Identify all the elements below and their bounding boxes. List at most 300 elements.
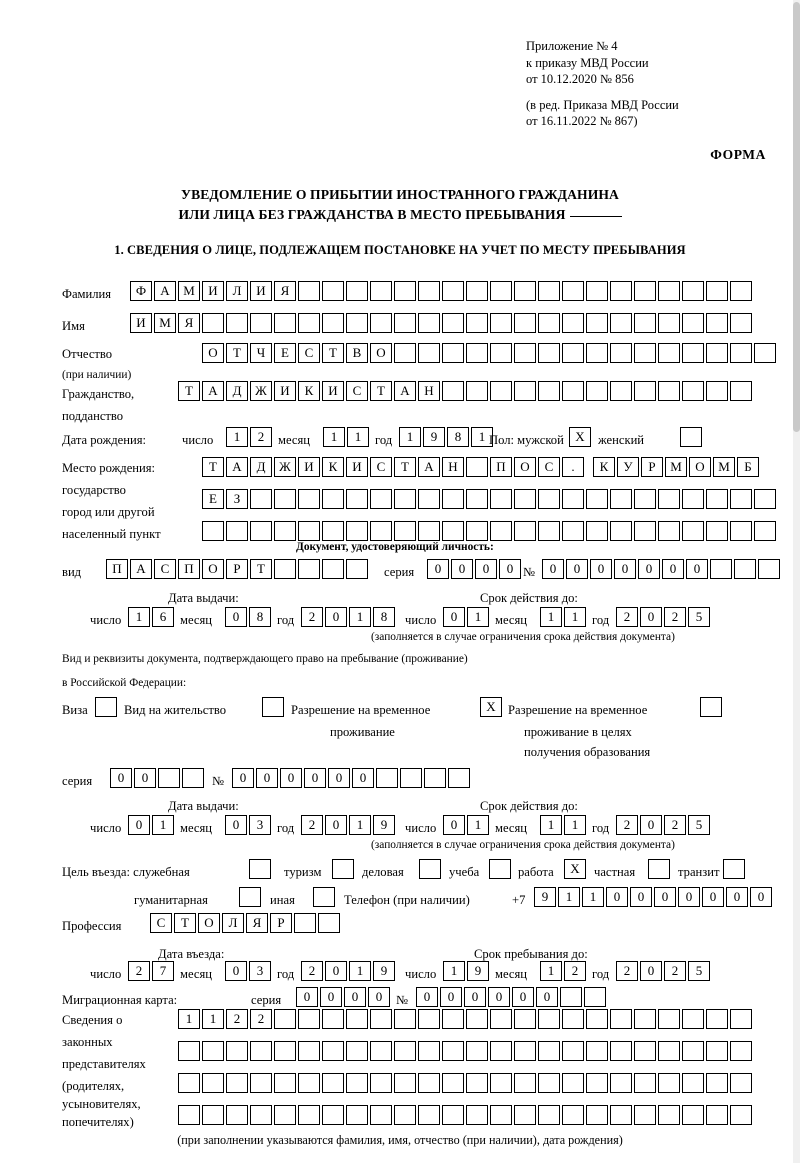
legal-rep-input-row1-cell[interactable] [610,1009,632,1029]
birthplace-city-input-row1-cell[interactable] [562,489,584,509]
profession-input-cell[interactable] [318,913,340,933]
birthplace-state-input-tail-cell[interactable]: Р [641,457,663,477]
phone-input-cell[interactable]: 0 [750,887,772,907]
doc-kind-input-cell[interactable] [298,559,320,579]
permit-valid-month-input[interactable] [540,815,588,835]
birthplace-state-input-cell[interactable]: И [346,457,368,477]
permit-issue-month-input[interactable] [225,815,273,835]
doc-valid-month-input[interactable] [540,607,588,627]
phone-input-cell[interactable]: 0 [606,887,628,907]
purpose-work-checkbox[interactable]: X [564,859,586,879]
doc-issue-year-input-cell[interactable]: 2 [301,607,323,627]
migration-series-input-cell[interactable]: 0 [296,987,318,1007]
doc-valid-year-input-cell[interactable]: 5 [688,607,710,627]
patronymic-input-cell[interactable] [658,343,680,363]
sex-male-checkbox[interactable]: X [569,427,591,447]
migration-number-input-cell[interactable] [584,987,606,1007]
name-input-cell[interactable] [274,313,296,333]
surname-input-cell[interactable] [442,281,464,301]
entry-day-input-cell[interactable]: 2 [128,961,150,981]
legal-rep-input-row3-cell[interactable] [538,1073,560,1093]
patronymic-input-cell[interactable] [730,343,752,363]
legal-rep-input-row3-cell[interactable] [202,1073,224,1093]
surname-input-cell[interactable] [394,281,416,301]
doc-kind-input-cell[interactable]: П [106,559,128,579]
citizenship-input-cell[interactable] [538,381,560,401]
doc-valid-day-input-cell[interactable]: 0 [443,607,465,627]
legal-rep-input-row3-cell[interactable] [514,1073,536,1093]
doc-issue-day-input-cell[interactable]: 6 [152,607,174,627]
birthplace-city-input-row1-cell[interactable] [370,489,392,509]
phone-input-cell[interactable]: 0 [678,887,700,907]
legal-rep-input-row3-cell[interactable] [466,1073,488,1093]
legal-rep-input-row4-cell[interactable] [730,1105,752,1125]
legal-rep-input-row1-cell[interactable]: 2 [226,1009,248,1029]
surname-input-cell[interactable] [562,281,584,301]
permit-valid-day-input-cell[interactable]: 1 [467,815,489,835]
legal-rep-input-row4-cell[interactable] [562,1105,584,1125]
legal-rep-input-row2-cell[interactable] [346,1041,368,1061]
birthplace-state-input-tail-cell[interactable]: О [689,457,711,477]
migration-series-input-cell[interactable]: 0 [368,987,390,1007]
stay-year-input[interactable] [616,961,712,981]
birthplace-city-input-row1-cell[interactable] [274,489,296,509]
phone-input-cell[interactable]: 9 [534,887,556,907]
stay-month-input-cell[interactable]: 1 [540,961,562,981]
doc-number-input-cell[interactable]: 0 [614,559,636,579]
name-input-cell[interactable] [250,313,272,333]
birthplace-city-input-row1[interactable] [202,489,778,509]
surname-input-cell[interactable]: И [250,281,272,301]
patronymic-input-cell[interactable] [634,343,656,363]
citizenship-input-cell[interactable] [730,381,752,401]
legal-rep-input-row3-cell[interactable] [706,1073,728,1093]
legal-rep-input-row2-cell[interactable] [706,1041,728,1061]
patronymic-input-cell[interactable] [394,343,416,363]
legal-rep-input-row2-cell[interactable] [562,1041,584,1061]
birthplace-city-input-row1-cell[interactable] [682,489,704,509]
birthplace-city-input-row1-cell[interactable] [322,489,344,509]
stay-year-input-cell[interactable]: 2 [616,961,638,981]
name-input-cell[interactable] [466,313,488,333]
citizenship-input-cell[interactable]: Ж [250,381,272,401]
doc-valid-day-input[interactable] [443,607,491,627]
birthplace-city-input-row2-cell[interactable] [370,521,392,541]
legal-rep-input-row2-cell[interactable] [658,1041,680,1061]
doc-issue-year-input-cell[interactable]: 0 [325,607,347,627]
birthplace-state-input-tail[interactable] [593,457,761,477]
stay-year-input-cell[interactable]: 0 [640,961,662,981]
legal-rep-input-row1-cell[interactable] [514,1009,536,1029]
stay-month-input[interactable] [540,961,588,981]
legal-rep-input-row4-cell[interactable] [418,1105,440,1125]
profession-input-cell[interactable] [294,913,316,933]
stay-day-input-cell[interactable]: 1 [443,961,465,981]
patronymic-input-cell[interactable] [562,343,584,363]
legal-rep-input-row1-cell[interactable] [394,1009,416,1029]
entry-year-input-cell[interactable]: 1 [349,961,371,981]
doc-issue-month-input-cell[interactable]: 0 [225,607,247,627]
doc-issue-year-input-cell[interactable]: 1 [349,607,371,627]
permit-valid-month-input-cell[interactable]: 1 [564,815,586,835]
legal-rep-input-row2-cell[interactable] [514,1041,536,1061]
doc-issue-month-input[interactable] [225,607,273,627]
surname-input-cell[interactable] [658,281,680,301]
birthplace-city-input-row2-cell[interactable] [250,521,272,541]
permit-issue-month-input-cell[interactable]: 3 [249,815,271,835]
legal-rep-input-row3-cell[interactable] [274,1073,296,1093]
birthplace-city-input-row1-cell[interactable] [730,489,752,509]
permit-series-input-cell[interactable]: 0 [134,768,156,788]
name-input-cell[interactable]: Я [178,313,200,333]
birthplace-city-input-row2-cell[interactable] [346,521,368,541]
citizenship-input-cell[interactable] [514,381,536,401]
birthplace-city-input-row1-cell[interactable] [538,489,560,509]
name-input-cell[interactable] [442,313,464,333]
legal-rep-input-row3-cell[interactable] [418,1073,440,1093]
purpose-humanitarian-checkbox[interactable] [239,887,261,907]
name-input[interactable] [130,313,754,333]
legal-rep-input-row4-cell[interactable] [442,1105,464,1125]
citizenship-input[interactable] [178,381,754,401]
birthplace-city-input-row1-cell[interactable] [586,489,608,509]
birthplace-city-input-row1-cell[interactable] [706,489,728,509]
birthplace-city-input-row2-cell[interactable] [610,521,632,541]
doc-valid-year-input-cell[interactable]: 2 [616,607,638,627]
surname-input-cell[interactable]: Я [274,281,296,301]
permit-series-input-cell[interactable] [182,768,204,788]
legal-rep-input-row1-cell[interactable] [658,1009,680,1029]
name-input-cell[interactable] [658,313,680,333]
legal-rep-input-row1-cell[interactable] [730,1009,752,1029]
patronymic-input-cell[interactable] [538,343,560,363]
phone-input-cell[interactable]: 0 [630,887,652,907]
birthplace-state-input-tail-cell[interactable]: К [593,457,615,477]
legal-rep-input-row4-cell[interactable] [538,1105,560,1125]
entry-month-input-cell[interactable]: 3 [249,961,271,981]
citizenship-input-cell[interactable]: А [394,381,416,401]
legal-rep-input-row4-cell[interactable] [514,1105,536,1125]
legal-rep-input-row4-cell[interactable] [226,1105,248,1125]
legal-rep-input-row1-cell[interactable] [562,1009,584,1029]
permit-series-input-cell[interactable]: 0 [110,768,132,788]
patronymic-input-cell[interactable] [586,343,608,363]
residence-checkbox[interactable] [262,697,284,717]
surname-input-cell[interactable] [370,281,392,301]
permit-issue-year-input-cell[interactable]: 2 [301,815,323,835]
birthplace-state-input-cell[interactable]: Н [442,457,464,477]
legal-rep-input-row2-cell[interactable] [322,1041,344,1061]
patronymic-input-cell[interactable] [610,343,632,363]
patronymic-input-cell[interactable] [442,343,464,363]
surname-input-cell[interactable]: Ф [130,281,152,301]
legal-rep-input-row2[interactable] [178,1041,754,1061]
legal-rep-input-row4-cell[interactable] [322,1105,344,1125]
birthplace-city-input-row1-cell[interactable] [250,489,272,509]
citizenship-input-cell[interactable] [682,381,704,401]
name-input-cell[interactable] [298,313,320,333]
legal-rep-input-row3-cell[interactable] [562,1073,584,1093]
legal-rep-input-row2-cell[interactable] [466,1041,488,1061]
surname-input-cell[interactable] [490,281,512,301]
birthplace-city-input-row1-cell[interactable] [658,489,680,509]
birthplace-state-input-cell[interactable]: А [226,457,248,477]
birthplace-city-input-row2-cell[interactable] [634,521,656,541]
patronymic-input-cell[interactable] [682,343,704,363]
surname-input-cell[interactable] [706,281,728,301]
birthplace-state-input-tail-cell[interactable]: М [665,457,687,477]
permit-number-input-cell[interactable]: 0 [352,768,374,788]
legal-rep-input-row3-cell[interactable] [394,1073,416,1093]
birthplace-city-input-row1-cell[interactable] [298,489,320,509]
birthplace-city-input-row2-cell[interactable] [586,521,608,541]
permit-number-input-cell[interactable]: 0 [328,768,350,788]
patronymic-input-cell[interactable]: В [346,343,368,363]
permit-series-input[interactable] [110,768,206,788]
migration-number-input-cell[interactable]: 0 [416,987,438,1007]
legal-rep-input-row2-cell[interactable] [586,1041,608,1061]
citizenship-input-cell[interactable]: Т [370,381,392,401]
birth-month-input-cell[interactable]: 1 [323,427,345,447]
entry-year-input-cell[interactable]: 2 [301,961,323,981]
doc-kind-input-cell[interactable]: С [154,559,176,579]
name-input-cell[interactable] [562,313,584,333]
birthplace-state-input-cell[interactable]: П [490,457,512,477]
legal-rep-input-row3-cell[interactable] [250,1073,272,1093]
migration-series-input[interactable] [296,987,392,1007]
patronymic-input-cell[interactable] [418,343,440,363]
name-input-cell[interactable] [370,313,392,333]
patronymic-input-cell[interactable] [466,343,488,363]
citizenship-input-cell[interactable]: А [202,381,224,401]
legal-rep-input-row2-cell[interactable] [202,1041,224,1061]
name-input-cell[interactable] [538,313,560,333]
surname-input-cell[interactable] [610,281,632,301]
name-input-cell[interactable] [226,313,248,333]
legal-rep-input-row1-cell[interactable] [466,1009,488,1029]
legal-rep-input-row4-cell[interactable] [346,1105,368,1125]
birth-year-input[interactable] [399,427,495,447]
surname-input-cell[interactable]: Л [226,281,248,301]
name-input-cell[interactable] [706,313,728,333]
doc-series-input[interactable] [427,559,523,579]
patronymic-input-cell[interactable] [706,343,728,363]
permit-number-input[interactable] [232,768,472,788]
legal-rep-input-row3-cell[interactable] [298,1073,320,1093]
legal-rep-input-row1-cell[interactable] [490,1009,512,1029]
birthplace-city-input-row2-cell[interactable] [658,521,680,541]
doc-number-input-cell[interactable] [734,559,756,579]
legal-rep-input-row4-cell[interactable] [394,1105,416,1125]
legal-rep-input-row1-cell[interactable] [586,1009,608,1029]
birthplace-state-input-cell[interactable]: К [322,457,344,477]
visa-checkbox[interactable] [95,697,117,717]
citizenship-input-cell[interactable]: С [346,381,368,401]
citizenship-input-cell[interactable] [490,381,512,401]
phone-input-cell[interactable]: 1 [558,887,580,907]
birthplace-state-input-tail-cell[interactable]: Б [737,457,759,477]
migration-number-input-cell[interactable]: 0 [488,987,510,1007]
legal-rep-input-row3-cell[interactable] [178,1073,200,1093]
surname-input-cell[interactable] [682,281,704,301]
legal-rep-input-row2-cell[interactable] [730,1041,752,1061]
surname-input-cell[interactable] [346,281,368,301]
citizenship-input-cell[interactable] [466,381,488,401]
legal-rep-input-row1-cell[interactable] [634,1009,656,1029]
legal-rep-input-row3-cell[interactable] [322,1073,344,1093]
phone-input-cell[interactable]: 1 [582,887,604,907]
surname-input-cell[interactable] [730,281,752,301]
legal-rep-input-row4[interactable] [178,1105,754,1125]
birthplace-state-input-cell[interactable]: О [514,457,536,477]
birthplace-city-input-row1-cell[interactable] [442,489,464,509]
patronymic-input-cell[interactable]: Е [274,343,296,363]
profession-input-cell[interactable]: О [198,913,220,933]
profession-input-cell[interactable]: Л [222,913,244,933]
name-input-cell[interactable] [418,313,440,333]
permit-issue-year-input-cell[interactable]: 1 [349,815,371,835]
doc-number-input-cell[interactable] [710,559,732,579]
permit-number-input-cell[interactable] [400,768,422,788]
doc-kind-input-cell[interactable]: О [202,559,224,579]
legal-rep-input-row3-cell[interactable] [634,1073,656,1093]
name-input-cell[interactable] [346,313,368,333]
permit-valid-day-input-cell[interactable]: 0 [443,815,465,835]
legal-rep-input-row1-cell[interactable] [442,1009,464,1029]
doc-number-input-cell[interactable]: 0 [590,559,612,579]
legal-rep-input-row3-cell[interactable] [586,1073,608,1093]
doc-series-input-cell[interactable]: 0 [499,559,521,579]
profession-input[interactable] [150,913,342,933]
surname-input-cell[interactable] [538,281,560,301]
legal-rep-input-row4-cell[interactable] [490,1105,512,1125]
birth-day-input-cell[interactable]: 1 [226,427,248,447]
patronymic-input-cell[interactable] [514,343,536,363]
citizenship-input-cell[interactable]: К [298,381,320,401]
permit-issue-year-input-cell[interactable]: 0 [325,815,347,835]
legal-rep-input-row4-cell[interactable] [178,1105,200,1125]
birthplace-state-input-cell[interactable]: Д [250,457,272,477]
purpose-business-checkbox[interactable] [419,859,441,879]
surname-input-cell[interactable] [466,281,488,301]
migration-number-input[interactable] [416,987,608,1007]
citizenship-input-cell[interactable]: И [274,381,296,401]
name-input-cell[interactable] [202,313,224,333]
legal-rep-input-row2-cell[interactable] [490,1041,512,1061]
purpose-tourism-checkbox[interactable] [332,859,354,879]
birthplace-state-input-cell[interactable]: Ж [274,457,296,477]
birth-day-input-cell[interactable]: 2 [250,427,272,447]
legal-rep-input-row1-cell[interactable]: 2 [250,1009,272,1029]
birthplace-state-input-cell[interactable]: Т [202,457,224,477]
citizenship-input-cell[interactable] [634,381,656,401]
permit-valid-day-input[interactable] [443,815,491,835]
surname-input-cell[interactable] [298,281,320,301]
citizenship-input-cell[interactable]: Д [226,381,248,401]
stay-year-input-cell[interactable]: 5 [688,961,710,981]
name-input-cell[interactable] [730,313,752,333]
profession-input-cell[interactable]: С [150,913,172,933]
legal-rep-input-row4-cell[interactable] [298,1105,320,1125]
doc-issue-year-input[interactable] [301,607,397,627]
birthplace-city-input-row2-cell[interactable] [322,521,344,541]
legal-rep-input-row4-cell[interactable] [202,1105,224,1125]
patronymic-input-cell[interactable]: С [298,343,320,363]
legal-rep-input-row2-cell[interactable] [226,1041,248,1061]
birthplace-city-input-row1-cell[interactable] [754,489,776,509]
legal-rep-input-row4-cell[interactable] [658,1105,680,1125]
citizenship-input-cell[interactable] [658,381,680,401]
migration-number-input-cell[interactable] [560,987,582,1007]
purpose-study-checkbox[interactable] [489,859,511,879]
doc-kind-input-cell[interactable]: Р [226,559,248,579]
entry-month-input-cell[interactable]: 0 [225,961,247,981]
doc-kind-input-cell[interactable] [346,559,368,579]
permit-number-input-cell[interactable]: 0 [280,768,302,788]
birthplace-city-input-row2-cell[interactable] [706,521,728,541]
doc-number-input-cell[interactable]: 0 [638,559,660,579]
surname-input-cell[interactable] [418,281,440,301]
permit-number-input-cell[interactable] [448,768,470,788]
legal-rep-input-row2-cell[interactable] [610,1041,632,1061]
birthplace-city-input-row2-cell[interactable] [490,521,512,541]
permit-issue-day-input-cell[interactable]: 1 [152,815,174,835]
entry-day-input-cell[interactable]: 7 [152,961,174,981]
permit-valid-year-input[interactable] [616,815,712,835]
doc-kind-input-cell[interactable]: Т [250,559,272,579]
doc-kind-input-cell[interactable]: П [178,559,200,579]
permit-number-input-cell[interactable]: 0 [256,768,278,788]
profession-input-cell[interactable]: Т [174,913,196,933]
patronymic-input-cell[interactable]: Т [322,343,344,363]
scrollbar-track[interactable] [793,0,800,1163]
birthplace-state-input-cell[interactable]: И [298,457,320,477]
birth-month-input-cell[interactable]: 1 [347,427,369,447]
birthplace-city-input-row1-cell[interactable] [466,489,488,509]
profession-input-cell[interactable]: Р [270,913,292,933]
stay-month-input-cell[interactable]: 2 [564,961,586,981]
doc-number-input[interactable] [542,559,782,579]
migration-series-input-cell[interactable]: 0 [320,987,342,1007]
citizenship-input-cell[interactable]: Н [418,381,440,401]
birth-year-input-cell[interactable]: 1 [471,427,493,447]
doc-series-input-cell[interactable]: 0 [475,559,497,579]
birthplace-city-input-row2-cell[interactable] [754,521,776,541]
name-input-cell[interactable] [634,313,656,333]
doc-issue-month-input-cell[interactable]: 8 [249,607,271,627]
scrollbar-thumb[interactable] [793,2,800,432]
doc-number-input-cell[interactable]: 0 [686,559,708,579]
patronymic-input-cell[interactable]: Т [226,343,248,363]
legal-rep-input-row3-cell[interactable] [610,1073,632,1093]
name-input-cell[interactable]: М [154,313,176,333]
legal-rep-input-row1-cell[interactable] [682,1009,704,1029]
surname-input-cell[interactable] [322,281,344,301]
birthplace-state-input-cell[interactable]: С [538,457,560,477]
birthplace-city-input-row2[interactable] [202,521,778,541]
doc-issue-day-input[interactable] [128,607,176,627]
permit-valid-year-input-cell[interactable]: 0 [640,815,662,835]
citizenship-input-cell[interactable] [586,381,608,401]
citizenship-input-cell[interactable] [706,381,728,401]
name-input-cell[interactable] [322,313,344,333]
legal-rep-input-row1-cell[interactable]: 1 [178,1009,200,1029]
legal-rep-input-row2-cell[interactable] [634,1041,656,1061]
surname-input-cell[interactable] [586,281,608,301]
legal-rep-input-row1-cell[interactable] [370,1009,392,1029]
birthplace-state-input-cell[interactable] [466,457,488,477]
permit-number-input-cell[interactable]: 0 [304,768,326,788]
